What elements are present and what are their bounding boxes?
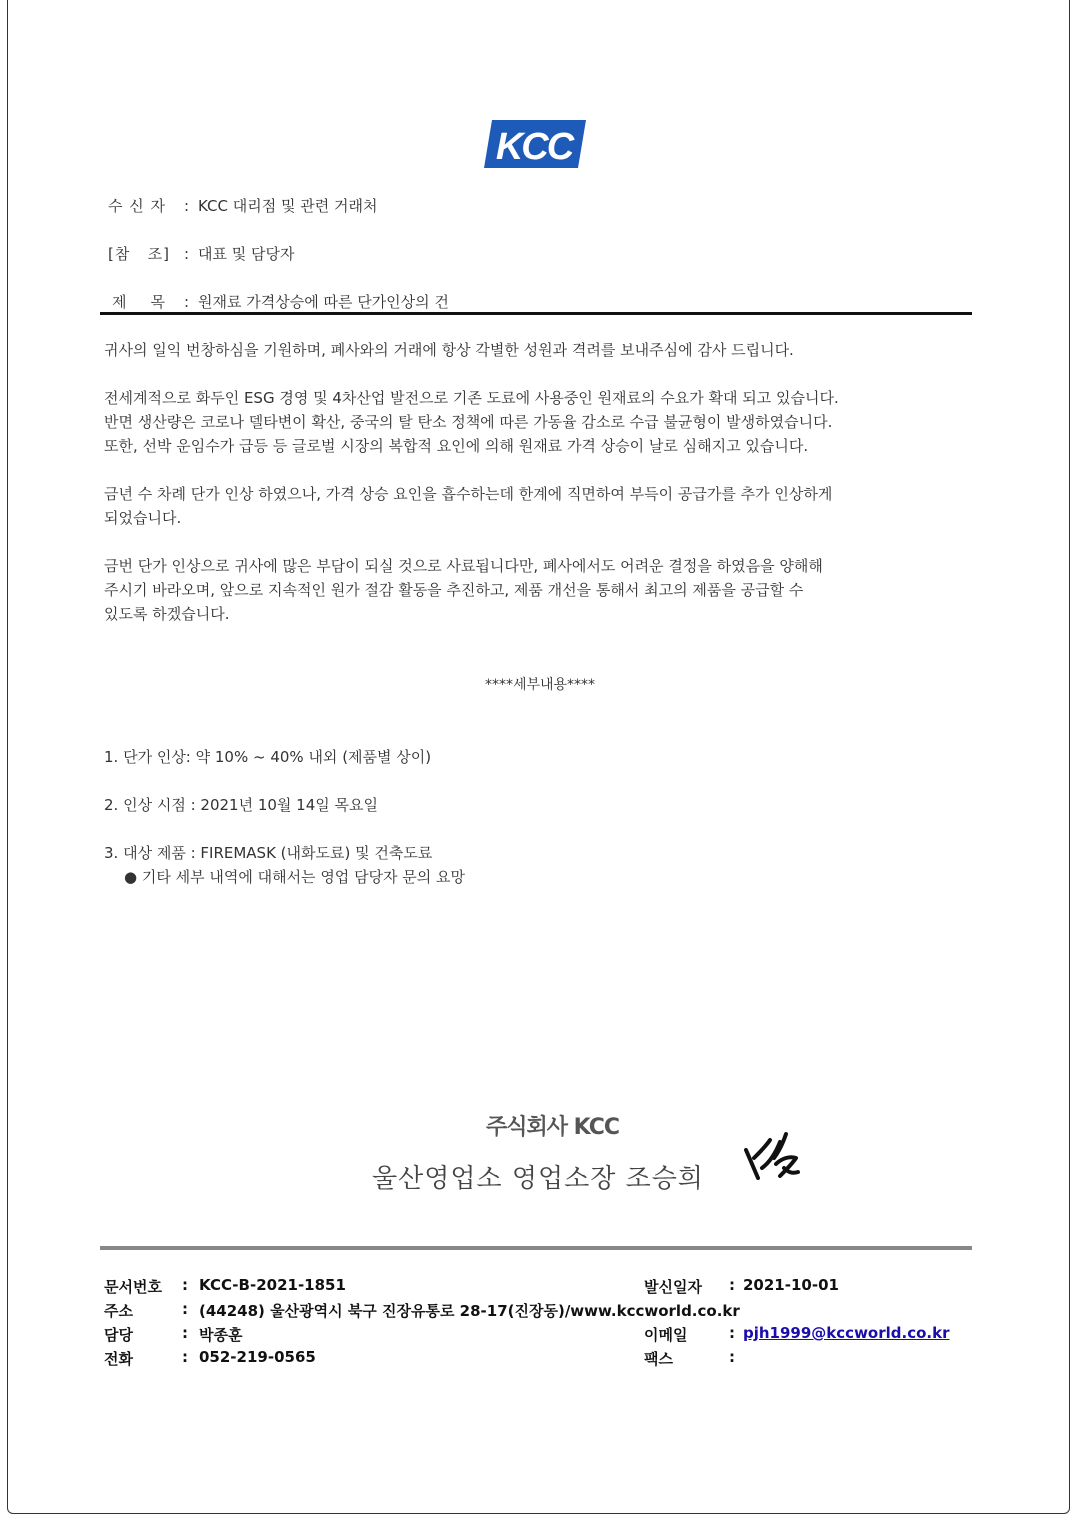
doc-no-colon: : [182,1276,188,1294]
subject-label: 제 목 [112,293,167,311]
paragraph-background [104,386,924,458]
address-value: (44248) 울산광역시 북구 진장유통로 28-17(진장동)/www.kccworld.co.kr [199,1302,740,1320]
handwritten-signature [740,1128,802,1190]
svg-text:KCC: KCC [495,126,573,168]
doc-no-value: KCC-B-2021-1851 [199,1276,346,1294]
subject-colon: : [184,293,190,311]
fax-label: 팩스 [644,1350,673,1368]
subject-value: 원재료 가격상승에 따른 단가인상의 건 [198,293,449,311]
paragraph-line: 있도록 하겠습니다. [104,605,230,623]
subject-row [112,291,449,312]
phone-value: 052-219-0565 [199,1348,316,1366]
email-colon: : [729,1324,735,1342]
kcc-logo [484,118,586,170]
phone-colon: : [182,1348,188,1366]
detail-item-date: 2. 인상 시점 : 2021년 10월 14일 목요일 [104,796,378,814]
recipient-row [108,195,377,216]
paragraph-reason [104,482,924,530]
paragraph-line: 주시기 바라오며, 앞으로 지속적인 원가 절감 활동을 추진하고, 제품 개선을 통해서 최고의 제품을 공급할 수 [104,581,804,599]
manager-colon: : [182,1324,188,1342]
paragraph-line: 금번 단가 인상으로 귀사에 많은 부담이 되실 것으로 사료됩니다만, 폐사에서도 어려운 결정을 하였음을 양해해 [104,557,823,575]
manager-label: 담당 [104,1326,133,1344]
paragraph-greeting [104,338,924,362]
recipient-value: KCC 대리점 및 관련 거래처 [198,197,378,215]
send-date-label: 발신일자 [644,1278,702,1296]
company-name: 주식회사 KCC [486,1115,620,1140]
address-colon: : [182,1300,188,1318]
recipient-colon: : [184,197,190,215]
email-link[interactable]: pjh1999@kccworld.co.kr [743,1324,950,1342]
send-date-value: 2021-10-01 [743,1276,839,1294]
reference-row [108,243,294,264]
detail-item-products: 3. 대상 제품 : FIREMASK (내화도료) 및 건축도료 [104,844,433,862]
recipient-label: 수 신 자 [108,197,167,215]
paragraph-line: 되었습니다. [104,509,182,527]
header-divider [100,312,972,315]
send-date-colon: : [729,1276,735,1294]
reference-value: 대표 및 담당자 [198,245,295,263]
manager-value: 박종훈 [199,1326,243,1344]
fax-colon: : [729,1348,735,1366]
details-title: ****세부내용**** [484,677,596,693]
phone-label: 전화 [104,1350,133,1368]
reference-label: [참 조] [108,245,170,263]
detail-item-price: 1. 단가 인상: 약 10% ~ 40% 내외 (제품별 상이) [104,748,432,766]
paragraph-line: 반면 생산량은 코로나 델타변이 확산, 중국의 탈 탄소 정책에 따른 가동율 감소로 수급 불균형이 발생하였습니다. [104,413,833,431]
paragraph-line: 금년 수 차례 단가 인상 하였으나, 가격 상승 요인을 흡수하는데 한계에 직면하여 부득이 공급가를 추가 인상하게 [104,485,833,503]
email-label: 이메일 [644,1326,688,1344]
sender-line: 울산영업소 영업소장 조승희 [372,1164,704,1194]
footer-divider [100,1246,972,1250]
paragraph-line: 귀사의 일익 번창하심을 기원하며, 폐사와의 거래에 항상 각별한 성원과 격려를 보내주심에 감사 드립니다. [104,341,794,359]
reference-colon: : [184,245,190,263]
email-wrapper [743,1324,949,1342]
detail-note: ● 기타 세부 내역에 대해서는 영업 담당자 문의 요망 [124,868,466,886]
paragraph-line: 전세계적으로 화두인 ESG 경영 및 4차산업 발전으로 기존 도료에 사용중인 원재료의 수요가 확대 되고 있습니다. [104,389,839,407]
address-label: 주소 [104,1302,133,1320]
paragraph-request [104,554,924,626]
paragraph-line: 또한, 선박 운임수가 급등 등 글로벌 시장의 복합적 요인에 의해 원재료 가격 상승이 날로 심해지고 있습니다. [104,437,809,455]
doc-no-label: 문서번호 [104,1278,162,1296]
